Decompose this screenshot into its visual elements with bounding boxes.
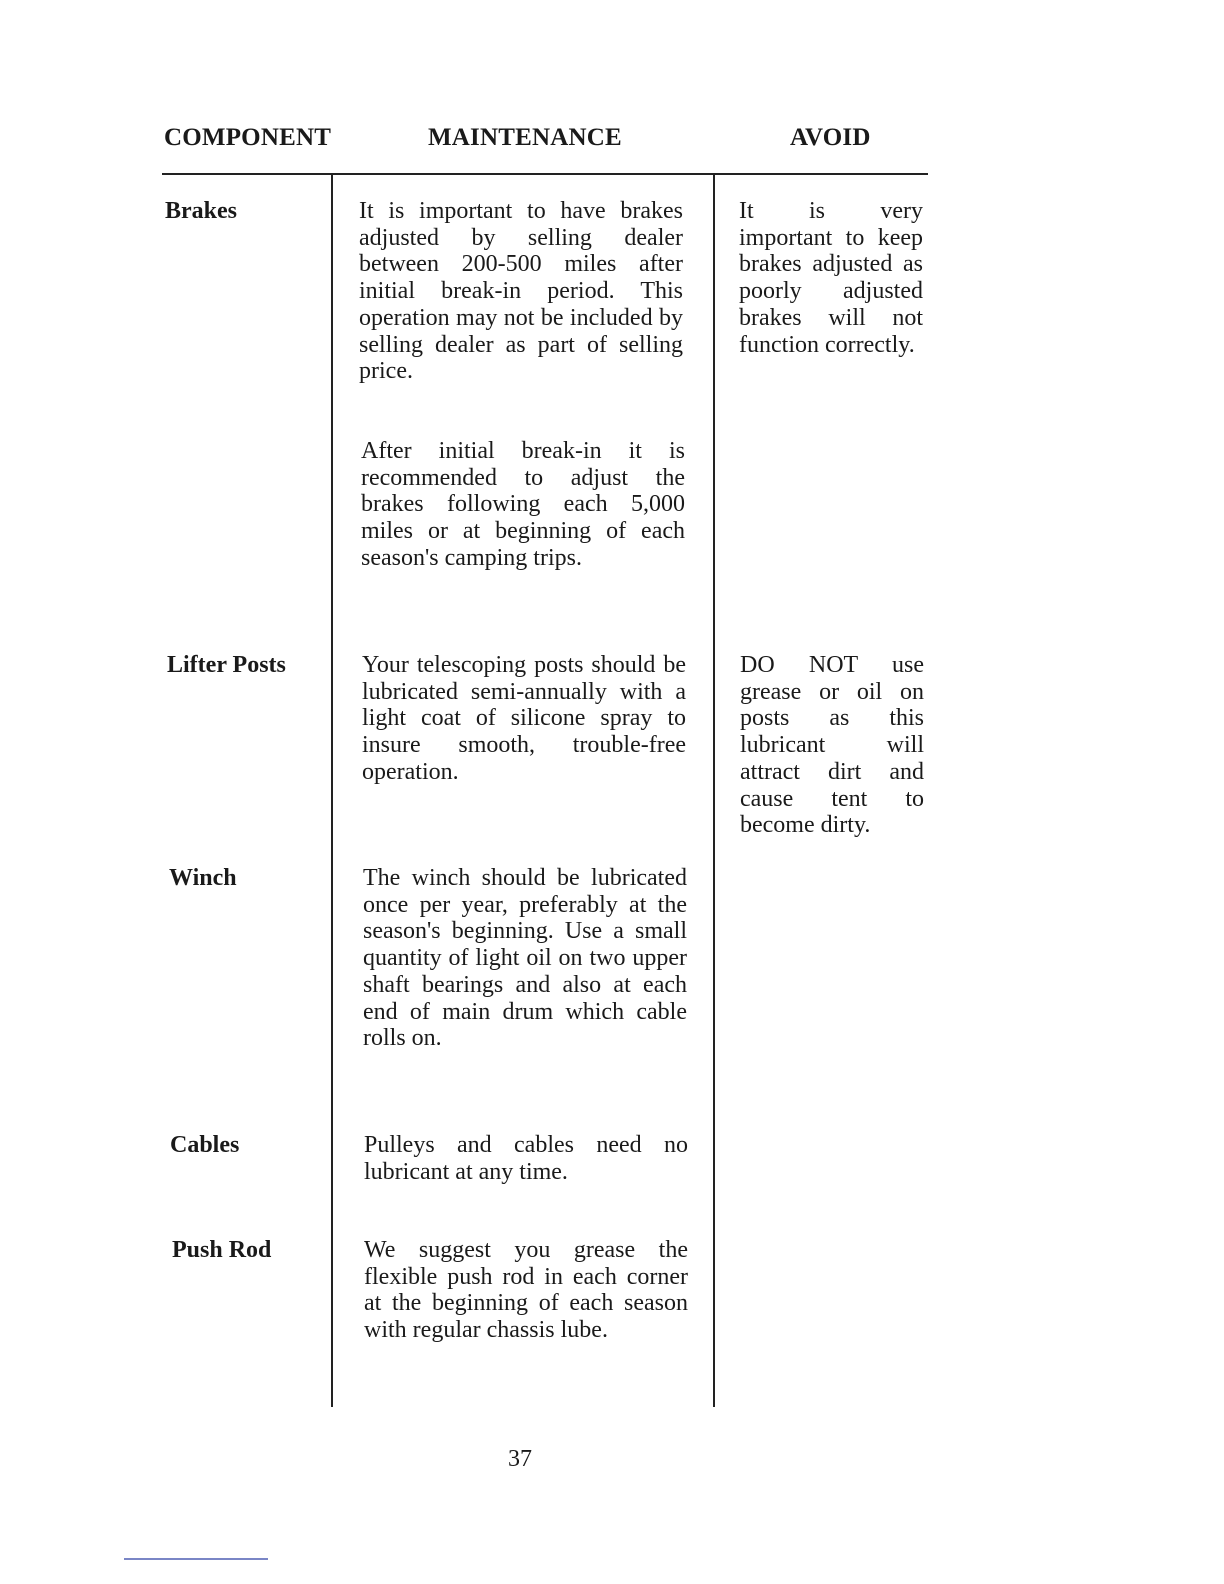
- maintenance-push-rod: We suggest you grease the flexible push rod in each corner at the beginning of each season with regular chassis lube.: [364, 1237, 688, 1344]
- component-cables: Cables: [170, 1132, 240, 1158]
- header-maintenance: MAINTENANCE: [428, 124, 622, 151]
- header-component: COMPONENT: [164, 124, 332, 151]
- maintenance-brakes-p1: It is important to have brakes adjusted by selling dealer between 200-500 miles after initial break-in period. This operation may not be included by selling dealer as part of selling price.: [359, 198, 683, 385]
- component-lifter-posts: Lifter Posts: [167, 652, 286, 678]
- header-rule: [162, 173, 928, 175]
- component-brakes: Brakes: [165, 198, 237, 224]
- avoid-lifter-posts: DO NOT use grease or oil on posts as this lubricant will attract dirt and cause tent to become dirty.: [740, 652, 924, 839]
- maintenance-winch: The winch should be lubricated once per year, preferably at the season's beginning. Use a small quantity of light oil on two upper shaft bearings and also at each end of main drum which cable rolls on.: [363, 865, 687, 1052]
- page-number: 37: [508, 1446, 532, 1472]
- column-divider-left: [331, 175, 333, 1407]
- maintenance-brakes-p2: After initial break-in it is recommended to adjust the brakes following each 5,000 miles or at beginning of each season's camping trips.: [361, 438, 685, 571]
- header-avoid: AVOID: [790, 124, 871, 151]
- maintenance-lifter-posts: Your telescoping posts should be lubricated semi-annually with a light coat of silicone spray to insure smooth, trouble-free operation.: [362, 652, 686, 785]
- page-edge-mark: [124, 1558, 268, 1560]
- component-push-rod: Push Rod: [172, 1237, 272, 1263]
- maintenance-cables: Pulleys and cables need no lubricant at any time.: [364, 1132, 688, 1185]
- column-divider-right: [713, 175, 715, 1407]
- component-winch: Winch: [169, 865, 237, 891]
- avoid-brakes: It is very important to keep brakes adjusted as poorly adjusted brakes will not function correctly.: [739, 198, 923, 358]
